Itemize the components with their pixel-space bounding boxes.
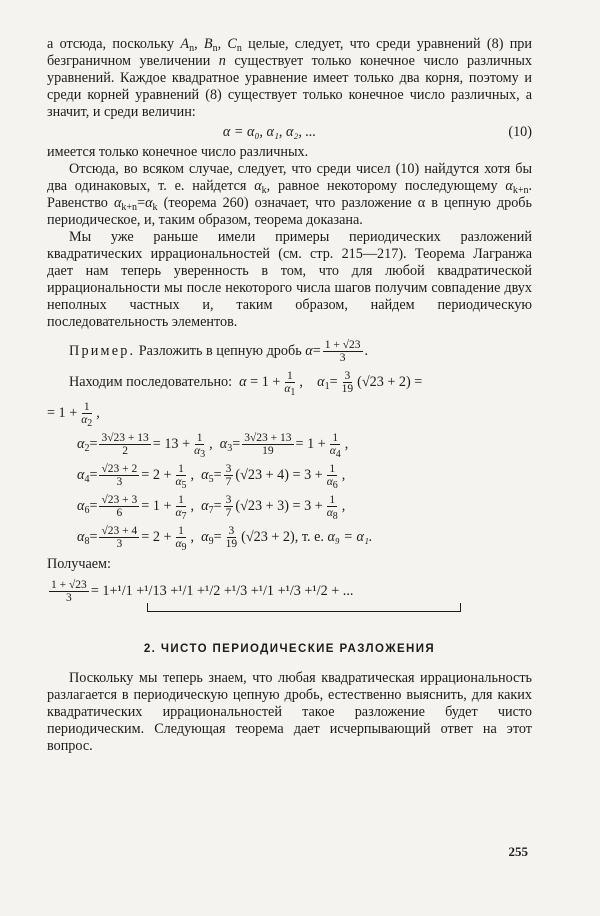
section-title: 2. ЧИСТО ПЕРИОДИЧЕСКИЕ РАЗЛОЖЕНИЯ [143, 643, 436, 655]
paragraph-2: имеется только конечное число различных. [47, 144, 309, 160]
paragraph-1: а отсюда, поскольку $A_n$, $B_n$, $C_n$ целые, следует, что среди уравнений (8) при безграничном увеличении n существует только конечное число различных уравнений. Каждое квадратное уравнение имеет только два корня, поэтому и среди корней уравнений (8) существует только конечное число различных, а значит, и среди величин: [47, 36, 532, 120]
cf-lhs: $\frac{1 + √23}{3}$ [51, 579, 87, 604]
equation-10 [47, 124, 532, 141]
example-label: Пример. [69, 342, 136, 359]
obtain-text: Получаем: [47, 556, 111, 572]
paragraph-4: Мы уже раньше имели примеры периодических разложений квадратических иррациональностей (см. стр. 215—217). Теорема Лагранжа дает нам теперь уверенность в том, что для любой квадратической иррациональности мы после некоторого числа шагов получим совпадение двух неполных частных и, таким образом, найдем периодическую последовательность элементов. [47, 229, 532, 330]
paragraph-5: Поскольку мы теперь знаем, что любая квадратическая иррациональность разлагается в периодическую цепную дробь, естественно выяснить, для каких квадратических иррациональностей такое разложение будет чисто периодическим. Следующая теорема дает исчерпывающий ответ на этот вопрос. [47, 670, 532, 754]
paragraph-3: Отсюда, во всяком случае, следует, что среди чисел (10) найдутся хотя бы два одинаковых, т. е. найдется $\alpha_k$, равное некоторому последующему $\alpha_{k+n}$. Равенство $\alpha_{k+n}=\alpha_k$ (теорема 260) означает, что разложение α в цепную дробь периодическое, и, таким образом, теорема доказана. [47, 161, 532, 228]
example-line: Пример. Разложить в цепную дробь α= $\frac{1 + √23}{3}$ . [69, 339, 369, 364]
equation-number: (10) [508, 124, 532, 140]
page-content [47, 36, 532, 755]
equation-expression: α = α₀, α₁, α₂, ... [222, 124, 317, 140]
fraction: $\frac{1 + √23}{3}$ [324, 339, 361, 364]
math-line-2: = 1 + $\frac{1}{\alpha_2}$ , [47, 401, 100, 429]
math-line-4: $\alpha_4=$ $\frac{√23 + 2}{3}$ = 2 + $\frac{1}{\alpha_5}$ , $\alpha_5=$ $\frac{3}{7}$ (√23 + 4) = 3 + $\frac{1}{\alpha_6}$ , [77, 463, 346, 491]
math-line-1: Находим последовательно: α = 1 + $\frac{1}{\alpha_1}$ , $\alpha_1=$ $\frac{3}{19}$ (√23 + 2) = [69, 370, 423, 398]
math-line-3: $\alpha_2=$ $\frac{3√23 + 13}{2}$ = 13 + $\frac{1}{\alpha_3}$ , $\alpha_3=$ $\frac{3√23 + 13}{19}$ = 1 + $\frac{1}{\alpha_4}$ , [77, 432, 349, 460]
period-bracket [147, 603, 461, 612]
continued-fraction [47, 579, 532, 619]
math-line-6: $\alpha_8=$ $\frac{√23 + 4}{3}$ = 2 + $\frac{1}{\alpha_9}$ , $\alpha_9=$ $\frac{3}{19}$ (√23 + 2), т. е. α₉ = α₁. [77, 525, 373, 553]
math-line-5: $\alpha_6=$ $\frac{√23 + 3}{6}$ = 1 + $\frac{1}{\alpha_7}$ , $\alpha_7=$ $\frac{3}{7}$ (√23 + 3) = 3 + $\frac{1}{\alpha_8}$ , [77, 494, 346, 522]
page-number: 255 [508, 844, 528, 859]
sequential-text: Находим последовательно: [69, 373, 233, 390]
example-text: Разложить в цепную дробь [138, 342, 302, 359]
cf-rhs: = 1+¹/1 +¹/13 +¹/1 +¹/2 +¹/3 +¹/1 +¹/3 +¹/2 + ... [90, 582, 354, 599]
